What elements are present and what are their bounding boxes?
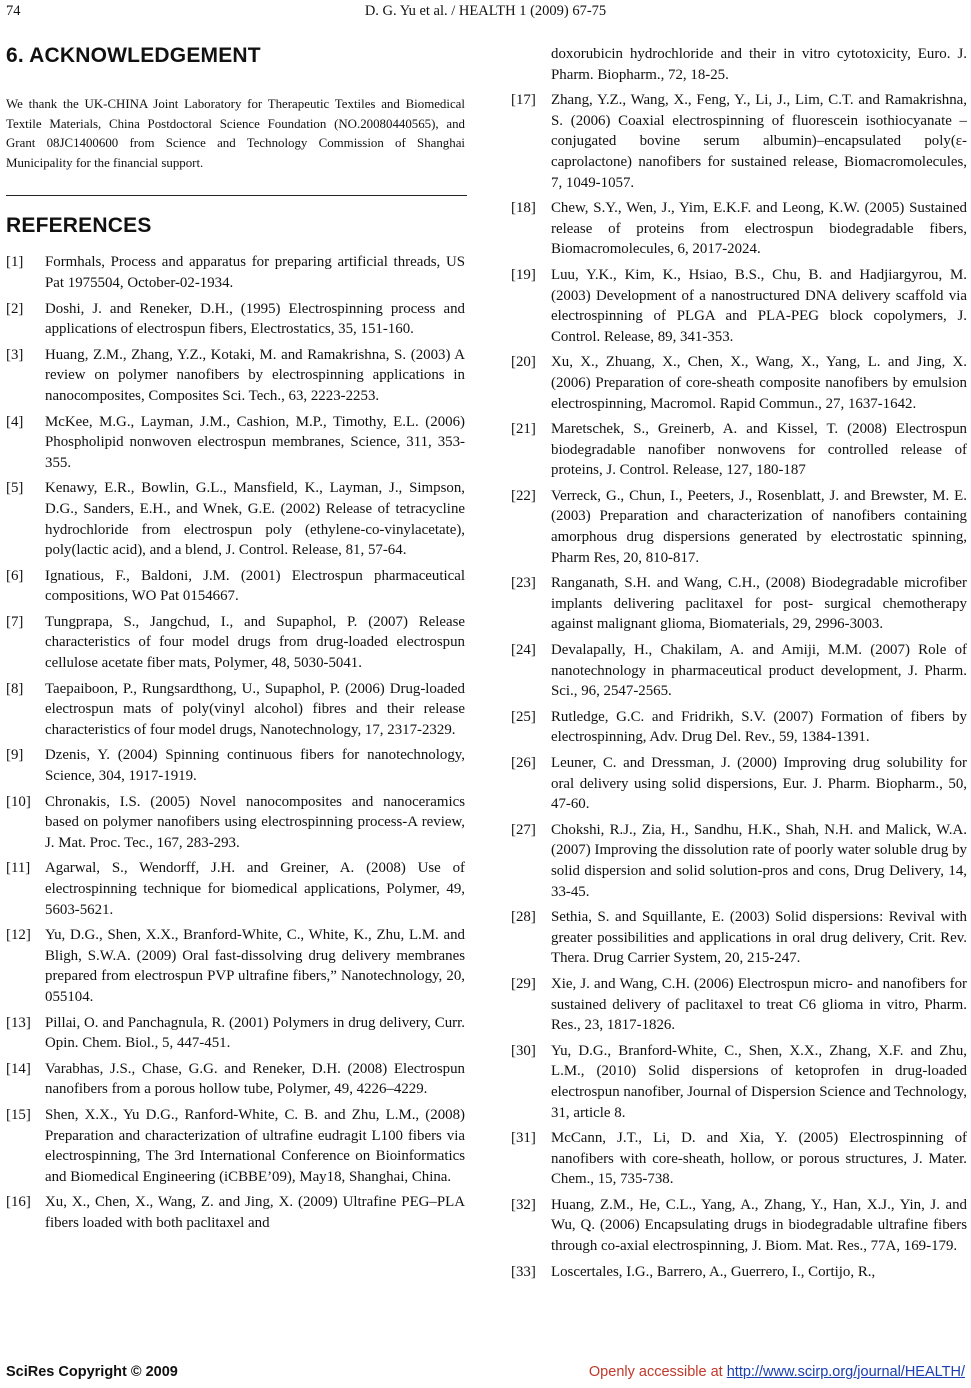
reference-label: [8] — [6, 680, 24, 697]
reference-text: Verreck, G., Chun, I., Peeters, J., Rosenblatt, J. and Brewster, M. E. (2003) Preparation and characterization of nanofibers containing amorphous drug dispersions generated by electrostatic spinning, Pharm Res, 20, 810-817. — [551, 487, 967, 566]
reference-text: Chokshi, R.J., Zia, H., Sandhu, H.K., Shah, N.H. and Malick, W.A. (2007) Improving the dissolution rate of poorly water soluble drug by solid dispersion and solid solution-pros and cons, Drug Delivery, 14, 33-45. — [551, 821, 967, 900]
reference-label: [27] — [511, 821, 536, 838]
reference-label: [15] — [6, 1106, 31, 1123]
reference-label: [26] — [511, 755, 536, 771]
reference-label: [21] — [511, 421, 536, 438]
reference-item — [6, 1013, 465, 1054]
reference-label: [3] — [6, 346, 24, 363]
section-divider — [6, 195, 467, 196]
reference-text: Yu, D.G., Branford-White, C., Shen, X.X., Zhang, X.F. and Zhu, L.M., (2010) Solid dispersions of ketoprofen in drug-loaded electrospun nanofiber, Journal of Dispersion Science and Technology, 31, article 8. — [551, 1042, 968, 1121]
reference-item — [511, 1195, 967, 1257]
reference-item — [511, 640, 967, 702]
reference-label: [9] — [6, 747, 24, 764]
reference-item — [511, 974, 967, 1036]
reference-text: Zhang, Y.Z., Wang, X., Feng, Y., Li, J., Lim, C.T. and Ramakrishna, S. (2006) Coaxial electrospinning of fluorescein isothiocyanate – conjugated bovine serum albumin)–encapsulated poly(ε-caprolactone) nanofibers for sustained release, Biomacromolecules, 7, 1049-1057. — [551, 92, 967, 191]
reference-item — [511, 820, 967, 902]
page-number: 74 — [6, 3, 21, 19]
reference-item — [6, 252, 465, 293]
reference-item — [511, 486, 967, 568]
reference-label: [13] — [6, 1014, 31, 1031]
reference-label: [22] — [511, 487, 536, 504]
reference-item — [511, 1128, 967, 1190]
reference-text: Yu, D.G., Shen, X.X., Branford-White, C., White, K., Zhu, L.M. and Bligh, S.W.A. (2009) Oral fast-dissolving drug delivery membranes prepared from electrospun PVP ultrafine fibers,” Nanotechnology, 20, 055104. — [45, 927, 465, 1005]
reference-text: Kenawy, E.R., Bowlin, G.L., Mansfield, K., Layman, J., Simpson, D.G., Sanders, E.H., and Wnek, G.E. (2002) Release of tetracycline hydrochloride from electrospun poly (ethylene-co-vinylacetate), poly(lactic acid), and a blend, J. Control. Release, 81, 57-64. — [45, 480, 465, 559]
reference-text: Maretschek, S., Greinerb, A. and Kissel, T. (2008) Electrospun biodegradable nanofiber nonwovens for controlled release of proteins, J. Control. Release, 127, 180-187 — [551, 421, 967, 479]
reference-text: Chew, S.Y., Wen, J., Yim, E.K.F. and Leong, K.W. (2005) Sustained release of proteins from electrospun biodegradable fibers, Biomacromolecules, 6, 2017-2024. — [551, 200, 967, 258]
reference-label: [16] — [6, 1194, 31, 1211]
reference-text: Varabhas, J.S., Chase, G.G. and Reneker, D.H. (2008) Electrospun nanofibers from a porous hollow tube, Polymer, 49, 4226–4229. — [45, 1060, 465, 1098]
reference-item — [6, 792, 465, 854]
running-head: D. G. Yu et al. / HEALTH 1 (2009) 67-75 — [364, 3, 607, 19]
reference-label: [31] — [511, 1130, 536, 1147]
reference-text: McCann, J.T., Li, D. and Xia, Y. (2005) Electrospinning of nanofibers with core-sheath, hollow, or porous structures, J. Mater. Chem., 15, 735-738. — [551, 1130, 967, 1188]
reference-text: Leuner, C. and Dressman, J. (2000) Improving drug solubility for oral delivery using solid dispersions, Eur. J. Pharm. Biopharm., 50, 47-60. — [551, 755, 967, 813]
reference-item — [511, 265, 967, 347]
reference-item — [6, 1192, 465, 1233]
reference-text: Tungprapa, S., Jangchud, I., and Supaphol, P. (2007) Release characteristics of four model drugs from drug-loaded electrospun cellulose acetate fiber mats, Polymer, 48, 5030-5041. — [45, 613, 465, 672]
reference-label: [14] — [6, 1060, 31, 1077]
reference-text: Ignatious, F., Baldoni, J.M. (2001) Electrospun pharmaceutical compositions, WO Pat 0154667. — [45, 567, 465, 605]
reference-label: [6] — [6, 567, 24, 584]
reference-continuation: doxorubicin hydrochloride and their in vitro cytotoxicity, Euro. J. Pharm. Biopharm., 72, 18-25. — [551, 46, 967, 83]
reference-label: [25] — [511, 708, 536, 725]
footer-copyright: SciRes Copyright © 2009 — [6, 1364, 178, 1380]
reference-text: Xie, J. and Wang, C.H. (2006) Electrospun micro- and nanofibers for sustained delivery of paclitaxel to treat C6 glioma in vitro, Pharm. Res., 23, 1817-1826. — [551, 975, 967, 1034]
reference-label: [17] — [511, 92, 536, 109]
reference-item — [511, 90, 967, 193]
reference-item — [6, 478, 465, 560]
references-heading: REFERENCES — [6, 214, 152, 238]
reference-text: Agarwal, S., Wendorff, J.H. and Greiner, A. (2008) Use of electrospinning technique for biomedical applications, Polymer, 49, 5603-5621. — [45, 860, 465, 918]
reference-item — [511, 198, 967, 260]
reference-item — [6, 1105, 465, 1187]
reference-label: [7] — [6, 613, 24, 630]
reference-label: [5] — [6, 480, 24, 497]
left-column — [6, 44, 465, 1239]
reference-text: McKee, M.G., Layman, J.M., Cashion, M.P., Timothy, E.L. (2006) Phospholipid nonwoven electrospun membranes, Science, 311, 353-355. — [45, 413, 465, 471]
reference-label: [11] — [6, 860, 31, 877]
reference-label: [10] — [6, 793, 31, 810]
right-column — [511, 44, 967, 1287]
reference-text: Chronakis, I.S. (2005) Novel nanocomposites and nanoceramics based on polymer nanofibers using electrospinning process-A review, J. Mat. Proc. Tec., 167, 283-293. — [45, 793, 465, 851]
acknowledgement-text: We thank the UK-CHINA Joint Laboratory for Therapeutic Textiles and Biomedical Textile Materials, China Postdoctoral Science Foundation (NO.20080440565), and Grant 08JC1400600 from Science and Technology Commission of Shanghai Municipality for the financial support. — [6, 97, 465, 170]
reference-text: Rutledge, G.C. and Fridrikh, S.V. (2007) Formation of fibers by electrospinning, Adv. Drug Del. Rev., 59, 1384-1391. — [551, 708, 967, 746]
reference-label: [20] — [511, 354, 536, 371]
reference-item — [6, 566, 465, 607]
reference-item — [6, 345, 465, 407]
reference-text: Formhals, Process and apparatus for preparing artificial threads, US Pat 1975504, October-02-1934. — [45, 254, 465, 291]
reference-label: [1] — [6, 254, 24, 271]
reference-item — [6, 745, 465, 786]
reference-text: Devalapally, H., Chakilam, A. and Amiji, M.M. (2007) Role of nanotechnology in pharmaceutical product development, J. Pharm. Sci., 96, 2547-2565. — [551, 642, 967, 700]
reference-label: [33] — [511, 1263, 536, 1280]
reference-item — [511, 573, 967, 635]
footer-access — [589, 1364, 965, 1380]
reference-item — [6, 858, 465, 920]
reference-label: [12] — [6, 927, 31, 944]
reference-label: [23] — [511, 575, 536, 592]
reference-item — [6, 412, 465, 474]
reference-text: Pillai, O. and Panchagnula, R. (2001) Polymers in drug delivery, Curr. Opin. Chem. Biol., 5, 447-451. — [45, 1014, 465, 1052]
reference-label: [19] — [511, 266, 536, 283]
reference-item — [6, 612, 465, 674]
reference-label: [2] — [6, 300, 24, 317]
reference-text: Xu, X., Zhuang, X., Chen, X., Wang, X., Yang, L. and Jing, X. (2006) Preparation of core-sheath composite nanofibers by emulsion electrospinning, Macromol. Rapid Commun., 27, 1637-1642. — [551, 354, 967, 412]
reference-list-right — [511, 90, 967, 1282]
journal-link[interactable]: http://www.scirp.org/journal/HEALTH/ — [726, 1364, 965, 1380]
reference-text: Sethia, S. and Squillante, E. (2003) Solid dispersions: Revival with greater possibilities and applications in oral drug delivery, Crit. Rev. Thera. Drug Carrier System, 20, 215-247. — [551, 909, 967, 967]
reference-text: Shen, X.X., Yu D.G., Ranford-White, C. B. and Zhu, L.M., (2008) Preparation and characterization of ultrafine eudragit L100 fibers via electrospinning, The 3rd International Conference on Bioinformatics and Biomedical Engineering (iCBBE’09), May18, Shanghai, China. — [45, 1106, 465, 1185]
reference-text: Taepaiboon, P., Rungsardthong, U., Supaphol, P. (2006) Drug-loaded electrospun mats of poly(vinyl alcohol) fibres and their release characteristics of four model drugs, Nanotechnology, 17, 2317-2329. — [45, 680, 465, 738]
reference-item — [511, 419, 967, 481]
footer-access-prefix: Openly accessible at — [588, 1364, 727, 1380]
reference-item — [511, 1262, 967, 1283]
reference-item — [6, 925, 465, 1007]
reference-label: [30] — [511, 1042, 536, 1059]
reference-text: Huang, Z.M., He, C.L., Yang, A., Zhang, Y., Han, X.J., Yin, J. and Wu, Q. (2006) Encapsulating drugs in biodegradable ultrafine fibers through co-axial electrospinning, J. Biom. Mat. Res., 77A, 169-179. — [551, 1196, 967, 1255]
reference-item — [6, 1059, 465, 1100]
reference-text: Loscertales, I.G., Barrero, A., Guerrero, I., Cortijo, R., — [551, 1263, 876, 1280]
reference-text: Luu, Y.K., Kim, K., Hsiao, B.S., Chu, B. and Hadjiargyrou, M. (2003) Development of a nanostructured DNA delivery scaffold via electrospinning of PLGA and PLA-PEG block copolymers, J. Control. Release, 89, 341-353. — [551, 266, 967, 345]
reference-item — [511, 753, 967, 815]
reference-label: [4] — [6, 413, 24, 430]
reference-text: Huang, Z.M., Zhang, Y.Z., Kotaki, M. and Ramakrishna, S. (2003) A review on polymer nanofibers by electrospinning applications in nanocomposites, Composites Sci. Tech., 63, 2223-2253. — [45, 346, 465, 404]
reference-text: Doshi, J. and Reneker, D.H., (1995) Electrospinning process and applications of electrospun fibers, Electrostatics, 35, 151-160. — [45, 300, 465, 338]
reference-item — [511, 707, 967, 748]
reference-item — [6, 299, 465, 340]
reference-item — [6, 679, 465, 741]
acknowledgement-heading: 6. ACKNOWLEDGEMENT — [6, 44, 261, 67]
reference-label: [24] — [511, 642, 536, 659]
reference-label: [18] — [511, 200, 536, 217]
reference-label: [28] — [511, 909, 536, 926]
reference-list-left — [6, 252, 465, 1233]
reference-item — [511, 1041, 967, 1123]
reference-label: [32] — [511, 1196, 536, 1213]
reference-item — [511, 352, 967, 414]
reference-text: Xu, X., Chen, X., Wang, Z. and Jing, X. (2009) Ultrafine PEG–PLA fibers loaded with both paclitaxel and — [45, 1194, 465, 1231]
reference-item — [511, 907, 967, 969]
reference-text: Ranganath, S.H. and Wang, C.H., (2008) Biodegradable microfiber implants delivering paclitaxel for post- surgical chemotherapy against malignant glioma, Biomaterials, 29, 2996-3003. — [551, 575, 967, 633]
reference-label: [29] — [511, 975, 536, 992]
reference-text: Dzenis, Y. (2004) Spinning continuous fibers for nanotechnology, Science, 304, 1917-1919. — [45, 747, 465, 785]
